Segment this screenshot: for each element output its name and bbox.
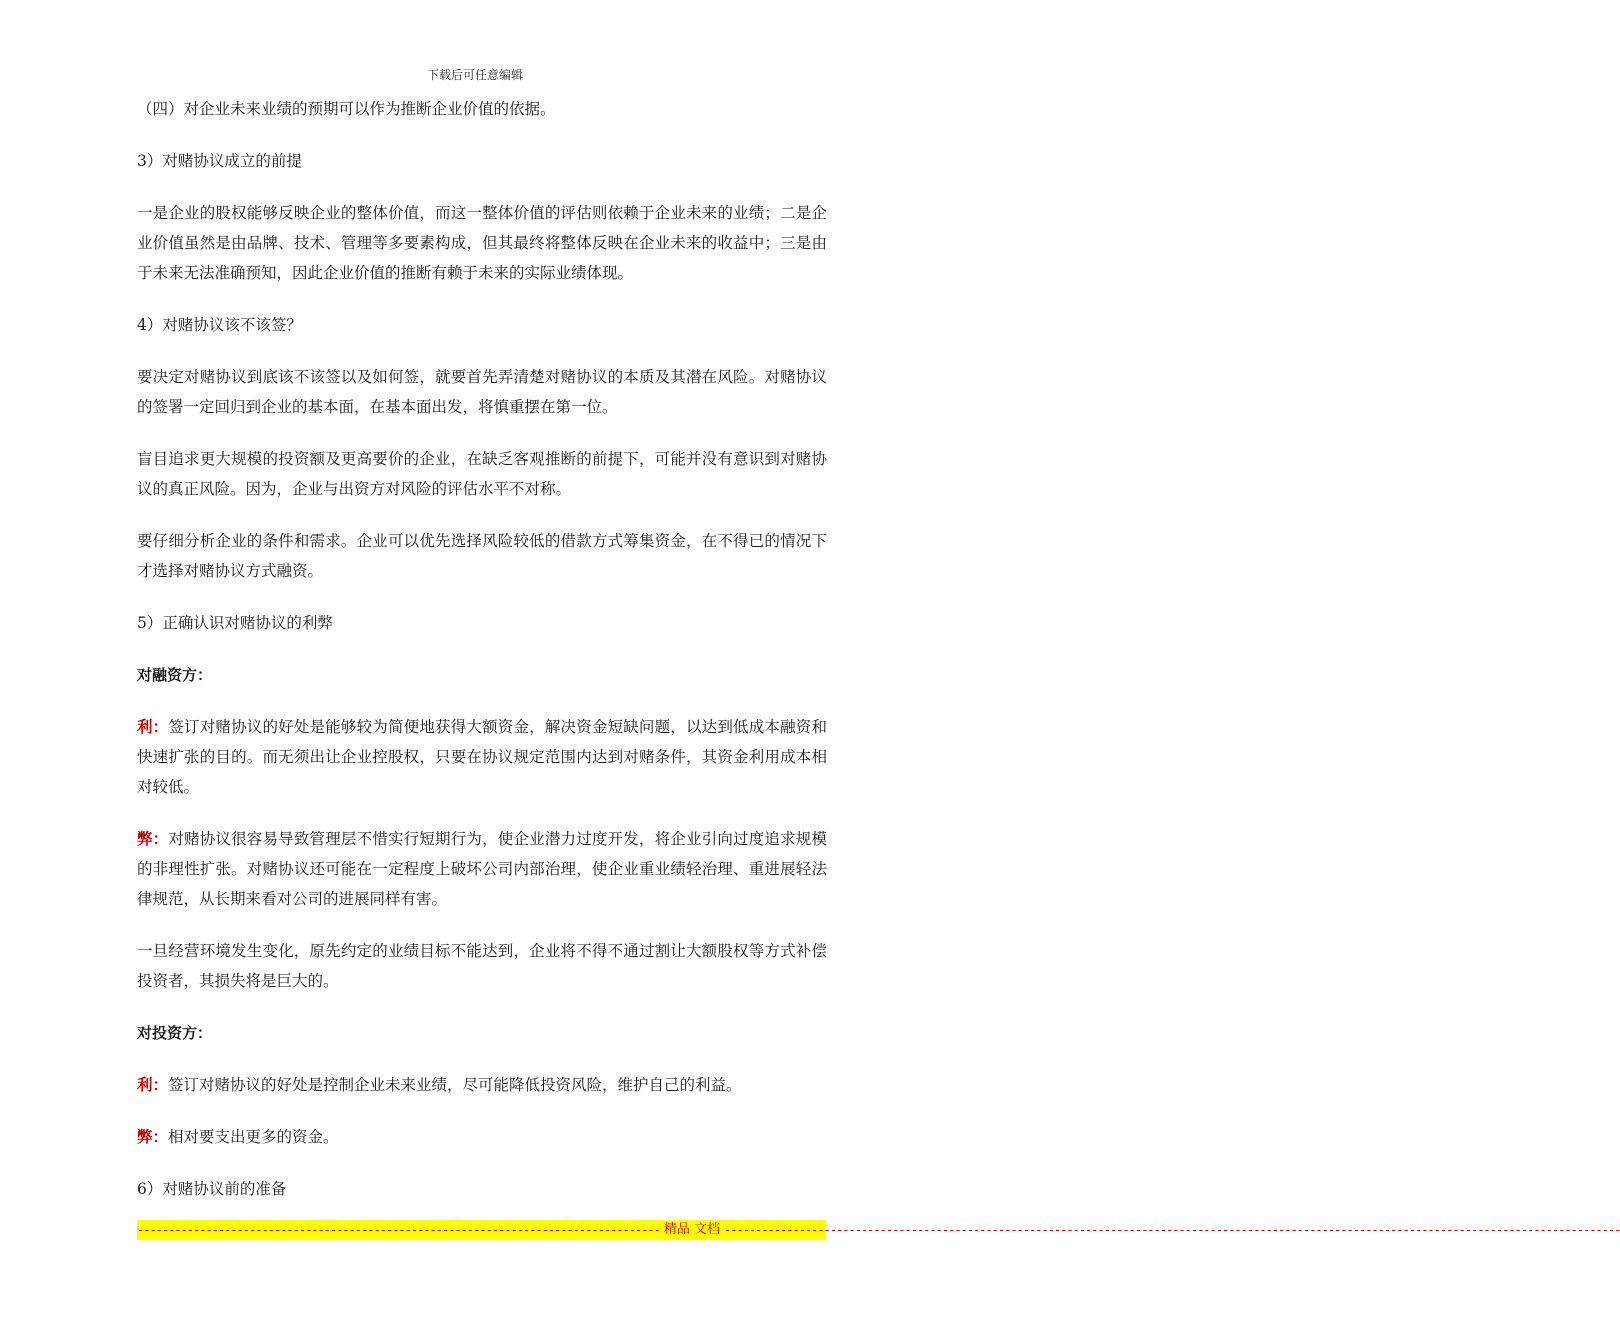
section-heading-5: 5）正确认识对赌协议的利弊 — [137, 614, 333, 632]
paragraph-environment-change: 一旦经营环境发生变化，原先约定的业绩目标不能达到，企业将不得不通过割让大额股权等方式补偿投资者，其损失将是巨大的。 — [137, 942, 827, 990]
paragraph-financing-pro — [137, 712, 827, 802]
paragraph-analysis: 要仔细分析企业的条件和需求。企业可以优先选择风险较低的借款方式筹集资金，在不得已的情况下才选择对赌协议方式融资。 — [137, 532, 827, 580]
footer-dashes-left: ------------------------------------------------------------------------------------ — [137, 1223, 660, 1237]
paragraph-investor-pro — [137, 1070, 827, 1100]
footer-banner — [137, 1220, 1620, 1240]
pro-tag: 利： — [137, 718, 169, 736]
section-heading-6: 6）对赌协议前的准备 — [137, 1180, 287, 1198]
paragraph-investor-con — [137, 1122, 827, 1152]
footer-label: 精品 文档 — [663, 1222, 721, 1237]
con-tag: 弊： — [137, 830, 169, 848]
paragraph-financing-con-text: 对赌协议很容易导致管理层不惜实行短期行为，使企业潜力过度开发，将企业引向过度追求规模的非理性扩张。对赌协议还可能在一定程度上破坏公司内部治理，使企业重业绩轻治理、重进展轻法律规范，从长期来看对公司的进展同样有害。 — [137, 830, 827, 908]
page-header: 下载后可任意编辑 — [426, 68, 523, 82]
subheading-financing-party: 对融资方： — [137, 666, 213, 684]
paragraph-financing-con — [137, 824, 827, 914]
footer-dashes-right: ------------------------------------------------------------------------------------------------------------------------------------------------ — [724, 1223, 1620, 1237]
paragraph-investor-con-text: 相对要支出更多的资金。 — [168, 1128, 339, 1146]
section-heading-3: 3）对赌协议成立的前提 — [137, 152, 302, 170]
section-heading-4: 4）对赌协议该不该签？ — [137, 316, 302, 334]
paragraph-financing-pro-text: 签订对赌协议的好处是能够较为简便地获得大额资金，解决资金短缺问题，以达到低成本融资和快速扩张的目的。而无须出让企业控股权，只要在协议规定范围内达到对赌条件，其资金利用成本相对较低。 — [137, 718, 827, 796]
pro-tag: 利： — [137, 1076, 169, 1094]
paragraph-premise-4: （四）对企业未来业绩的预期可以作为推断企业价值的依据。 — [137, 100, 556, 118]
paragraph-investor-pro-text: 签订对赌协议的好处是控制企业未来业绩，尽可能降低投资风险，维护自己的利益。 — [168, 1076, 742, 1094]
paragraph-blind-pursuit: 盲目追求更大规模的投资额及更高要价的企业，在缺乏客观推断的前提下，可能并没有意识到对赌协议的真正风险。因为，企业与出资方对风险的评估水平不对称。 — [137, 450, 827, 498]
subheading-investor-party: 对投资方： — [137, 1024, 213, 1042]
paragraph-premise-detail: 一是企业的股权能够反映企业的整体价值，而这一整体价值的评估则依赖于企业未来的业绩；二是企业价值虽然是由品牌、技术、管理等多要素构成，但其最终将整体反映在企业未来的收益中；三是由于未来无法准确预知，因此企业价值的推断有赖于未来的实际业绩体现。 — [137, 204, 827, 282]
con-tag: 弊： — [137, 1128, 169, 1146]
paragraph-decide: 要决定对赌协议到底该不该签以及如何签，就要首先弄清楚对赌协议的本质及其潜在风险。对赌协议的签署一定回归到企业的基本面，在基本面出发，将慎重摆在第一位。 — [137, 368, 827, 416]
document-body — [137, 94, 827, 1226]
